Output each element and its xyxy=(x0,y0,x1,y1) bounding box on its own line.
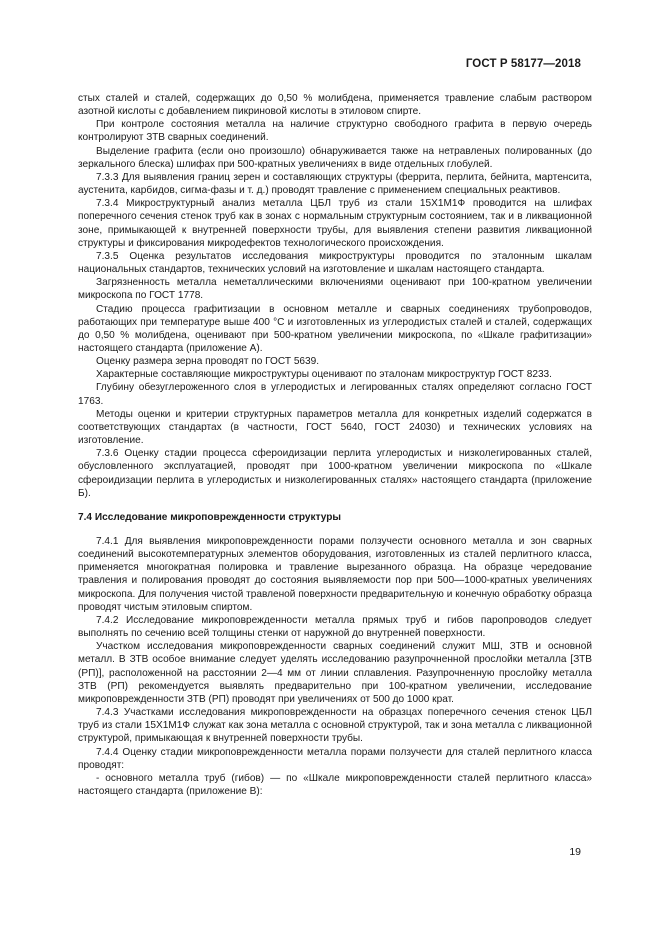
section-heading: 7.4 Исследование микроповрежденности структуры xyxy=(78,511,342,523)
paragraph: Выделение графита (если оно произошло) обнаруживается также на нетравленых полированных (до зеркального блеска) шлифах при 500-кратных увеличениях в виде отдельных глобулей. xyxy=(78,145,592,170)
paragraph: 7.3.5 Оценка результатов исследования микроструктуры проводится по эталонным шкалам национальных стандартов, технических условий на изготовление и шкалам настоящего стандарта. xyxy=(78,250,592,276)
paragraph: 7.4.2 Исследование микроповрежденности металла прямых труб и гибов паропроводов следует выполнять по сечению всей толщины стенки от наружной до внутренней поверхности. xyxy=(78,614,592,640)
paragraph: Глубину обезуглероженного слоя в углеродистых и легированных сталях определяют согласно ГОСТ 1763. xyxy=(78,382,592,407)
page-number: 19 xyxy=(569,846,581,858)
paragraph: стых сталей и сталей, содержащих до 0,50 % молибдена, применяется травление слабым раствором азотной кислоты с добавлением пикриновой кислоты в этиловом спирте. xyxy=(78,93,592,118)
paragraph: 7.4.3 Участками исследования микроповрежденности на образцах поперечного сечения стенок ЦБЛ труб из стали 15Х1М1Ф служат как зона металла с основной структурой, так и зона металла с ликвационной структурой, примыкающая к внутренней поверхности трубы. xyxy=(78,707,592,745)
paragraph: Загрязненность металла неметаллическими включениями оценивают при 100-кратном увеличении микроскопа по ГОСТ 1778. xyxy=(78,277,592,302)
paragraph: Характерные составляющие микроструктуры оценивают по эталонам микроструктур ГОСТ 8233. xyxy=(96,369,552,381)
paragraph: Участком исследования микроповрежденности сварных соединений служит МШ, ЗТВ и основной металл. В ЗТВ особое внимание следует уделять исследованию разупрочненной прослойки металла [ЗТВ (РП)], расположенной на расстоянии 2—4 мм от линии сплавления. Разупрочненную прослойку металла ЗТВ (РП) рекомендуется выявлять предварительно при 100-кратном увеличении, исследование микроповрежденности ЗТВ (РП) проводят при увеличениях от 500 до 1000 крат. xyxy=(78,641,592,705)
paragraph: 7.4.1 Для выявления микроповрежденности порами ползучести основного металла и зон сварных соединений высокотемпературных элементов оборудования, изготовленных из сталей перлитного класса, применяется многократная полировка и травление вырезанного образца. На образце чередование травления и полирования проводят до состояния выявляемости пор при 500—1000-кратных увеличениях микроскопа. Для получения чистой травленой поверхности предварительную и конечную обработку образца проводят чистым этиловым спиртом. xyxy=(78,536,592,613)
paragraph: Оценку размера зерна проводят по ГОСТ 5639. xyxy=(96,356,320,368)
paragraph: При контроле состояния металла на наличие структурно свободного графита в первую очередь контролируют ЗТВ сварных соединений. xyxy=(78,119,592,144)
list-item: - основного металла труб (гибов) — по «Шкале микроповрежденности сталей перлитного класса» настоящего стандарта (приложение В): xyxy=(78,772,592,797)
paragraph: Методы оценки и критерии структурных параметров металла для конкретных изделий содержатся в соответствующих стандартах (в частности, ГОСТ 5640, ГОСТ 24030) и технических условиях на изготовление. xyxy=(78,408,592,447)
paragraph: 7.3.4 Микроструктурный анализ металла ЦБЛ труб из стали 15Х1М1Ф проводится на шлифах поперечного сечения стенок труб как в зонах с нормальным структурным состоянием, так и в ликвационной зоне, примыкающей к внутренней поверхности трубы, для выявления степени развития ликвационной структуры и фиксирования микродефектов технологического происхождения. xyxy=(78,198,592,249)
paragraph: 7.4.4 Оценку стадии микроповрежденности металла порами ползучести для сталей перлитного класса проводят: xyxy=(78,746,592,771)
paragraph: 7.3.3 Для выявления границ зерен и составляющих структуры (феррита, перлита, бейнита, мартенсита, аустенита, карбидов, сигма-фазы и т. д.) проводят травление с применением специальных реактивов. xyxy=(78,171,592,197)
document-body xyxy=(78,92,592,798)
paragraph: Стадию процесса графитизации в основном металле и сварных соединениях трубопроводов, работающих при температуре выше 400 °С и изготовленных из углеродистых сталей и сталей, содержащих до 0,50 % молибдена, оценивают при 500-кратном увеличении микроскопа, по «Шкале графитизации» настоящего стандарта (приложение А). xyxy=(78,303,592,354)
document-header: ГОСТ Р 58177—2018 xyxy=(465,58,581,70)
paragraph: 7.3.6 Оценку стадии процесса сфероидизации перлита углеродистых и низколегированных сталей, обусловленного эксплуатацией, проводят при 1000-кратном увеличении микроскопа по «Шкале сфероидизации перлита в углеродистых и низколегированных сталях» настоящего стандарта (приложение Б). xyxy=(78,448,592,499)
